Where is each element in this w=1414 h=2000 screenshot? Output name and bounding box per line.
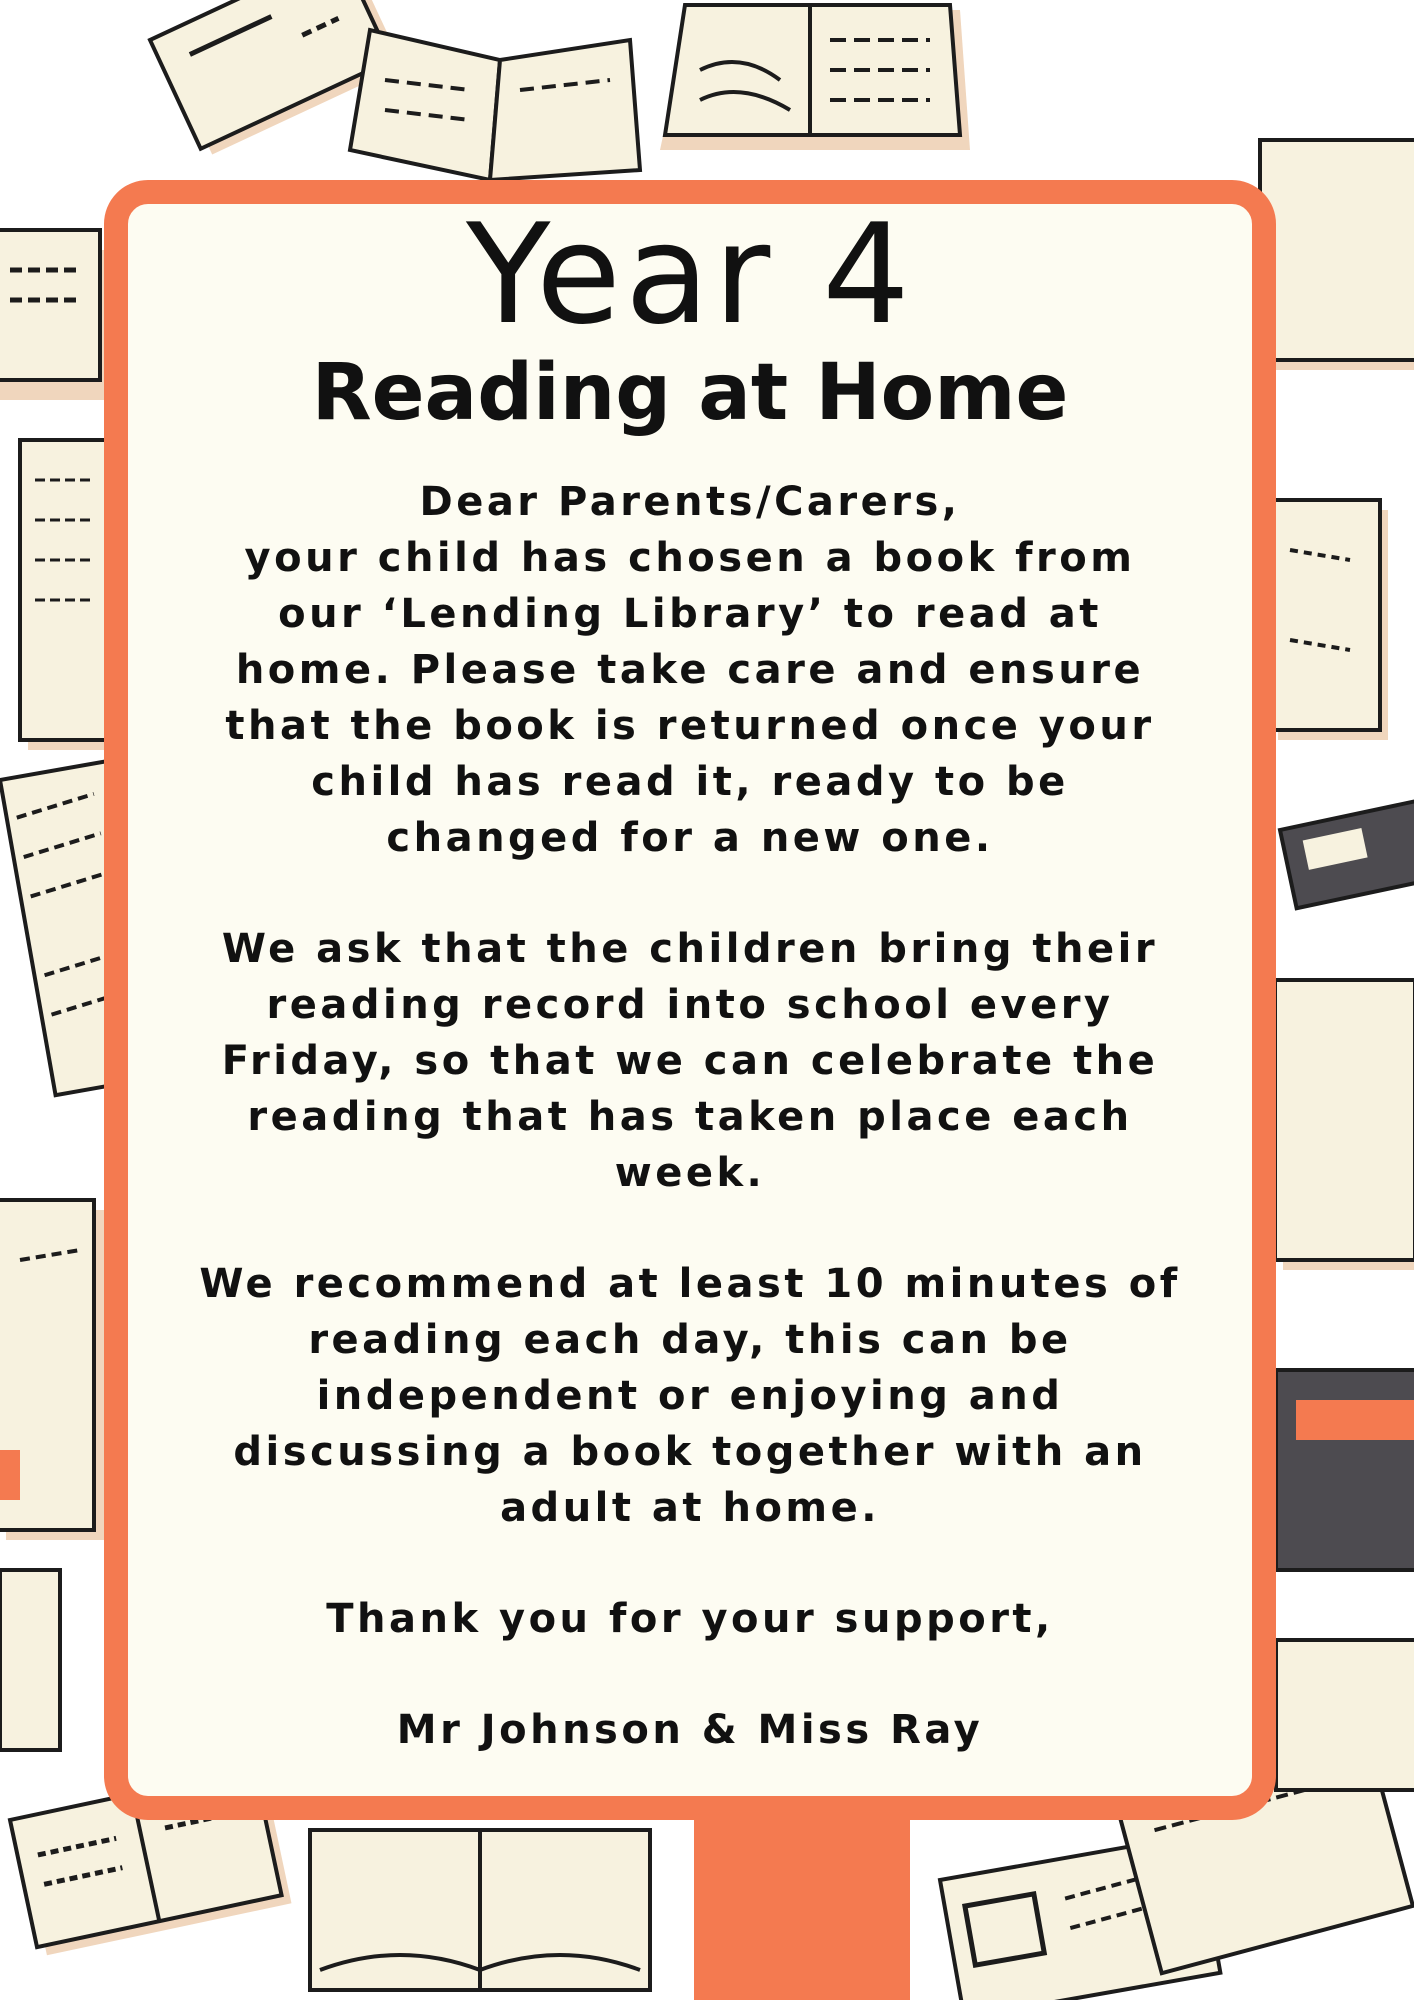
letter-body xyxy=(128,474,1252,1813)
open-book-icon xyxy=(0,230,110,400)
text-line: child has read it, ready to be xyxy=(311,759,1069,805)
open-book-icon xyxy=(1276,1640,1414,1790)
paragraph-thanks xyxy=(128,1591,1252,1647)
page-subtitle: Reading at Home xyxy=(311,348,1069,438)
text-line: Thank you for your support, xyxy=(326,1596,1054,1642)
text-line: that the book is returned once your xyxy=(225,703,1155,749)
open-book-icon xyxy=(0,1570,60,1750)
paragraph-greeting xyxy=(128,474,1252,866)
text-line: Mr Johnson & Miss Ray xyxy=(396,1707,984,1753)
text-line: week. xyxy=(614,1150,766,1196)
closed-book-icon xyxy=(1276,1370,1414,1570)
text-line: We ask that the children bring their xyxy=(221,926,1159,972)
paragraph-reading-record xyxy=(128,921,1252,1201)
paragraph-recommendation xyxy=(128,1256,1252,1536)
page-title: Year 4 xyxy=(466,194,914,355)
open-book-icon xyxy=(1260,140,1414,370)
open-book-icon xyxy=(310,1830,650,1990)
notice-card xyxy=(104,180,1276,1820)
text-line: adult at home. xyxy=(500,1485,880,1531)
open-book-icon xyxy=(660,5,970,150)
text-line: our ‘Lending Library’ to read at xyxy=(278,591,1102,637)
open-book-icon xyxy=(1270,500,1388,740)
text-line: independent or enjoying and xyxy=(316,1373,1064,1419)
text-line: changed for a new one. xyxy=(386,815,994,861)
text-line: reading each day, this can be xyxy=(308,1317,1072,1363)
text-line: reading that has taken place each xyxy=(247,1094,1133,1140)
text-line: Dear Parents/Carers, xyxy=(419,479,961,525)
sign-post xyxy=(694,1818,910,2000)
closed-book-icon xyxy=(1280,799,1414,908)
open-book-icon xyxy=(0,1200,106,1540)
open-book-icon xyxy=(1275,980,1414,1270)
text-line: reading record into school every xyxy=(266,982,1114,1028)
text-line: your child has chosen a book from xyxy=(244,535,1136,581)
signature xyxy=(128,1702,1252,1758)
open-book-icon xyxy=(350,30,640,180)
text-line: discussing a book together with an xyxy=(233,1429,1147,1475)
text-line: We recommend at least 10 minutes of xyxy=(199,1261,1181,1307)
text-line: home. Please take care and ensure xyxy=(235,647,1145,693)
text-line: Friday, so that we can celebrate the xyxy=(221,1038,1159,1084)
